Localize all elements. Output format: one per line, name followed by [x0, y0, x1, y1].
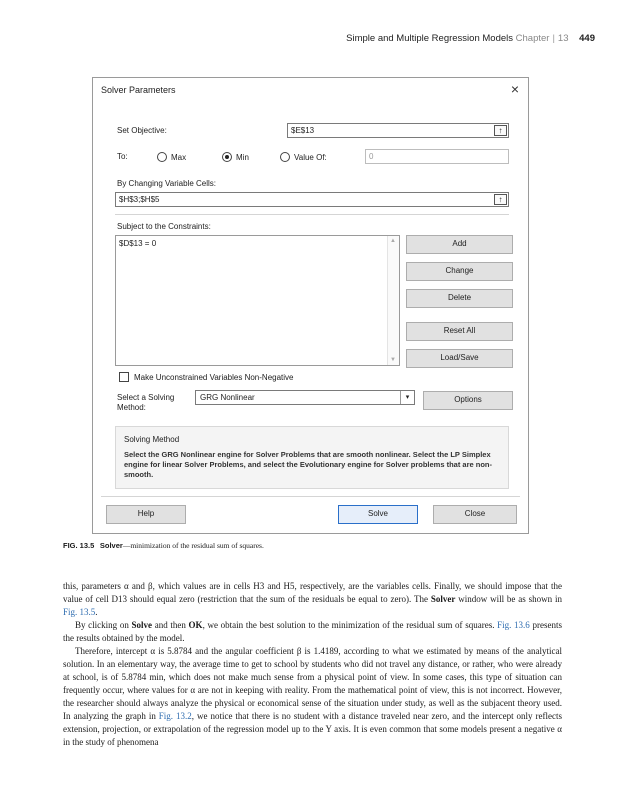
figure-link[interactable]: Fig. 13.6 [497, 620, 530, 630]
body-text [63, 580, 562, 749]
running-header-chapter-num: 13 [557, 33, 569, 44]
min-radio[interactable] [222, 152, 232, 162]
objective-value: $E$13 [291, 126, 315, 135]
method-label-line1: Select a Solving [117, 393, 175, 402]
value-of-label: Value Of: [294, 153, 327, 162]
max-label: Max [171, 153, 187, 162]
close-icon[interactable]: × [510, 81, 519, 97]
constraints-list[interactable] [115, 235, 400, 366]
figure-link[interactable]: Fig. 13.5 [63, 607, 96, 617]
dialog-title: Solver Parameters [101, 85, 176, 95]
delete-button[interactable]: Delete [406, 289, 513, 308]
unconstrained-checkbox[interactable] [119, 372, 129, 382]
figure-caption-text: —minimization of the residual sum of squares. [122, 541, 264, 550]
figure-link[interactable]: Fig. 13.2 [158, 711, 192, 721]
constraints-scrollbar[interactable]: ▲ ▼ [387, 236, 399, 365]
paragraph-text: , we notice that there is no student with a distance traveled near zero, and the intercept only reflects extension, projection, or extrapolation of the regression model up to the Y axis. It is even common that some models present a negative α in the study of phenomena [63, 711, 562, 747]
paragraph-text: Therefore, intercept α is 5.8784 and the angular coefficient β is 1.4189, according to what we estimated by means of the analytical solution. In an elementary way, the average time to get to school by students who did not travel any distance, or rather, who were already at school, is of 5.8784 min, which does not make much sense from a physical point of view. In some cases, this type of situation can frequently occur, where values for α are not in keeping with reality. From the mathematical point of view, this is not incorrect. However, the researcher should always analyze the physical or economical sense of the situation under study, as well as the subjacent theory used. In analyzing the graph in [63, 646, 562, 721]
paragraph-text: window will be as shown in [455, 594, 563, 604]
value-of-radio[interactable] [280, 152, 290, 162]
paragraph-text: this, parameters α and β, which values are in cells H3 and H5, respectively, are the variables cells. Finally, we should impose that the value of cell D13 should equal zero (restriction that the sum of the residuals be equal to zero). The [63, 581, 562, 604]
constraints-label: Subject to the Constraints: [117, 222, 211, 231]
paragraph-2 [63, 619, 562, 645]
change-button[interactable]: Change [406, 262, 513, 281]
method-label-line2: Method: [117, 403, 146, 412]
changing-cells-input[interactable] [115, 192, 509, 207]
to-label: To: [117, 152, 128, 161]
paragraph-bold: Solve [131, 620, 153, 630]
paragraph-text: . [95, 607, 98, 617]
running-header: Simple and Multiple Regression Models Chapter | 13 449 [346, 33, 595, 44]
constraint-item[interactable]: $D$13 = 0 [119, 239, 157, 248]
objective-input[interactable] [287, 123, 509, 138]
solving-method-value: GRG Nonlinear [200, 393, 255, 402]
divider [101, 496, 520, 497]
solving-method-description: Select the GRG Nonlinear engine for Solver Problems that are smooth nonlinear. Select the LP Simplex engine for linear Solver Problems, and select the Evolutionary engine for Solver problems that are non-smooth. [124, 450, 493, 479]
reset-all-button[interactable]: Reset All [406, 322, 513, 341]
running-header-chapter: Chapter [515, 33, 550, 44]
solving-method-group [115, 426, 509, 489]
chevron-down-icon[interactable]: ▾ [400, 391, 414, 404]
max-radio[interactable] [157, 152, 167, 162]
add-button[interactable]: Add [406, 235, 513, 254]
paragraph-3 [63, 645, 562, 749]
help-button[interactable]: Help [106, 505, 186, 524]
paragraph-bold: OK [188, 620, 203, 630]
paragraph-text: presents the results obtained by the model. [63, 620, 562, 643]
paragraph-1 [63, 580, 562, 619]
running-header-title: Simple and Multiple Regression Models [346, 33, 513, 44]
solving-method-select[interactable] [195, 390, 415, 405]
changing-cells-label: By Changing Variable Cells: [117, 179, 217, 188]
close-button[interactable]: Close [433, 505, 517, 524]
paragraph-bold: Solver [430, 594, 456, 604]
collapse-ref-icon[interactable]: ↑ [494, 194, 507, 205]
solver-parameters-dialog [92, 77, 529, 534]
options-button[interactable]: Options [423, 391, 513, 410]
page-number: 449 [579, 33, 595, 44]
solving-method-title: Solving Method [124, 435, 180, 444]
collapse-ref-icon[interactable]: ↑ [494, 125, 507, 136]
paragraph-text: By clicking on [75, 620, 132, 630]
value-of-input[interactable]: 0 [365, 149, 509, 164]
min-label: Min [236, 153, 249, 162]
figure-label: FIG. 13.5 [63, 541, 95, 550]
paragraph-text: , we obtain the best solution to the minimization of the residual sum of squares. [202, 620, 498, 630]
figure-caption [63, 541, 264, 550]
solve-button[interactable]: Solve [338, 505, 418, 524]
unconstrained-label: Make Unconstrained Variables Non-Negative [134, 373, 294, 382]
divider [115, 214, 509, 215]
objective-label: Set Objective: [117, 126, 167, 135]
paragraph-text: and then [152, 620, 189, 630]
changing-cells-value: $H$3;$H$5 [119, 195, 160, 204]
figure-title: Solver [99, 541, 123, 550]
load-save-button[interactable]: Load/Save [406, 349, 513, 368]
